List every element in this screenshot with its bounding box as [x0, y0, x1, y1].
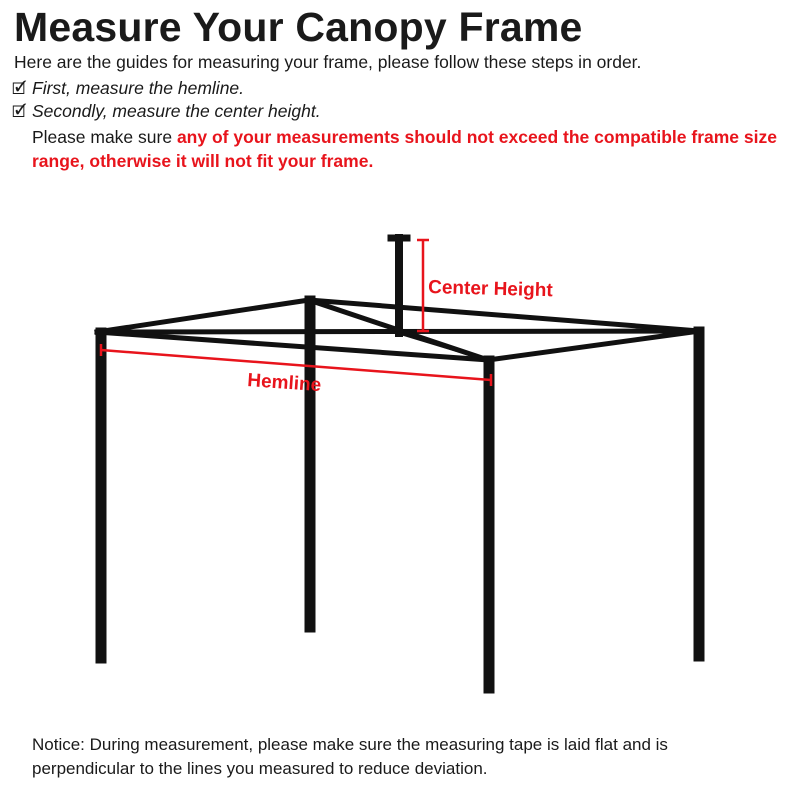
checkmark-icon: 🗹: [12, 104, 27, 121]
roof-edge-left-back: [97, 300, 309, 332]
checkmark-icon: 🗹: [12, 81, 27, 98]
roof-edge-front-right: [488, 331, 700, 360]
page-title: Measure Your Canopy Frame: [14, 4, 583, 50]
warning-text: [32, 125, 792, 173]
intro-text: Here are the guides for measuring your frame, please follow these steps in order.: [14, 52, 642, 72]
frame-structure: [97, 238, 700, 688]
center-height-label: Center Height: [427, 277, 553, 302]
hemline-label: Hemline: [246, 370, 322, 397]
canopy-frame-diagram: [0, 200, 800, 700]
warning-prefix: Please make sure: [32, 127, 177, 147]
roof-edge-left-front: [97, 332, 488, 360]
center-height-marker: [417, 240, 429, 331]
step-second-text: Secondly, measure the center height.: [32, 101, 321, 121]
step-second: [12, 101, 321, 128]
notice-text: Notice: During measurement, please make sure the measuring tape is laid flat and is perpendicular to the lines you measured to reduce deviation.: [32, 735, 668, 778]
warning-highlight: any of your measurements should not exceed the compatible frame size range, otherwise it will not fit your frame.: [32, 127, 777, 171]
step-first-text: First, measure the hemline.: [32, 78, 245, 98]
roof-edge-back-right: [309, 300, 700, 331]
